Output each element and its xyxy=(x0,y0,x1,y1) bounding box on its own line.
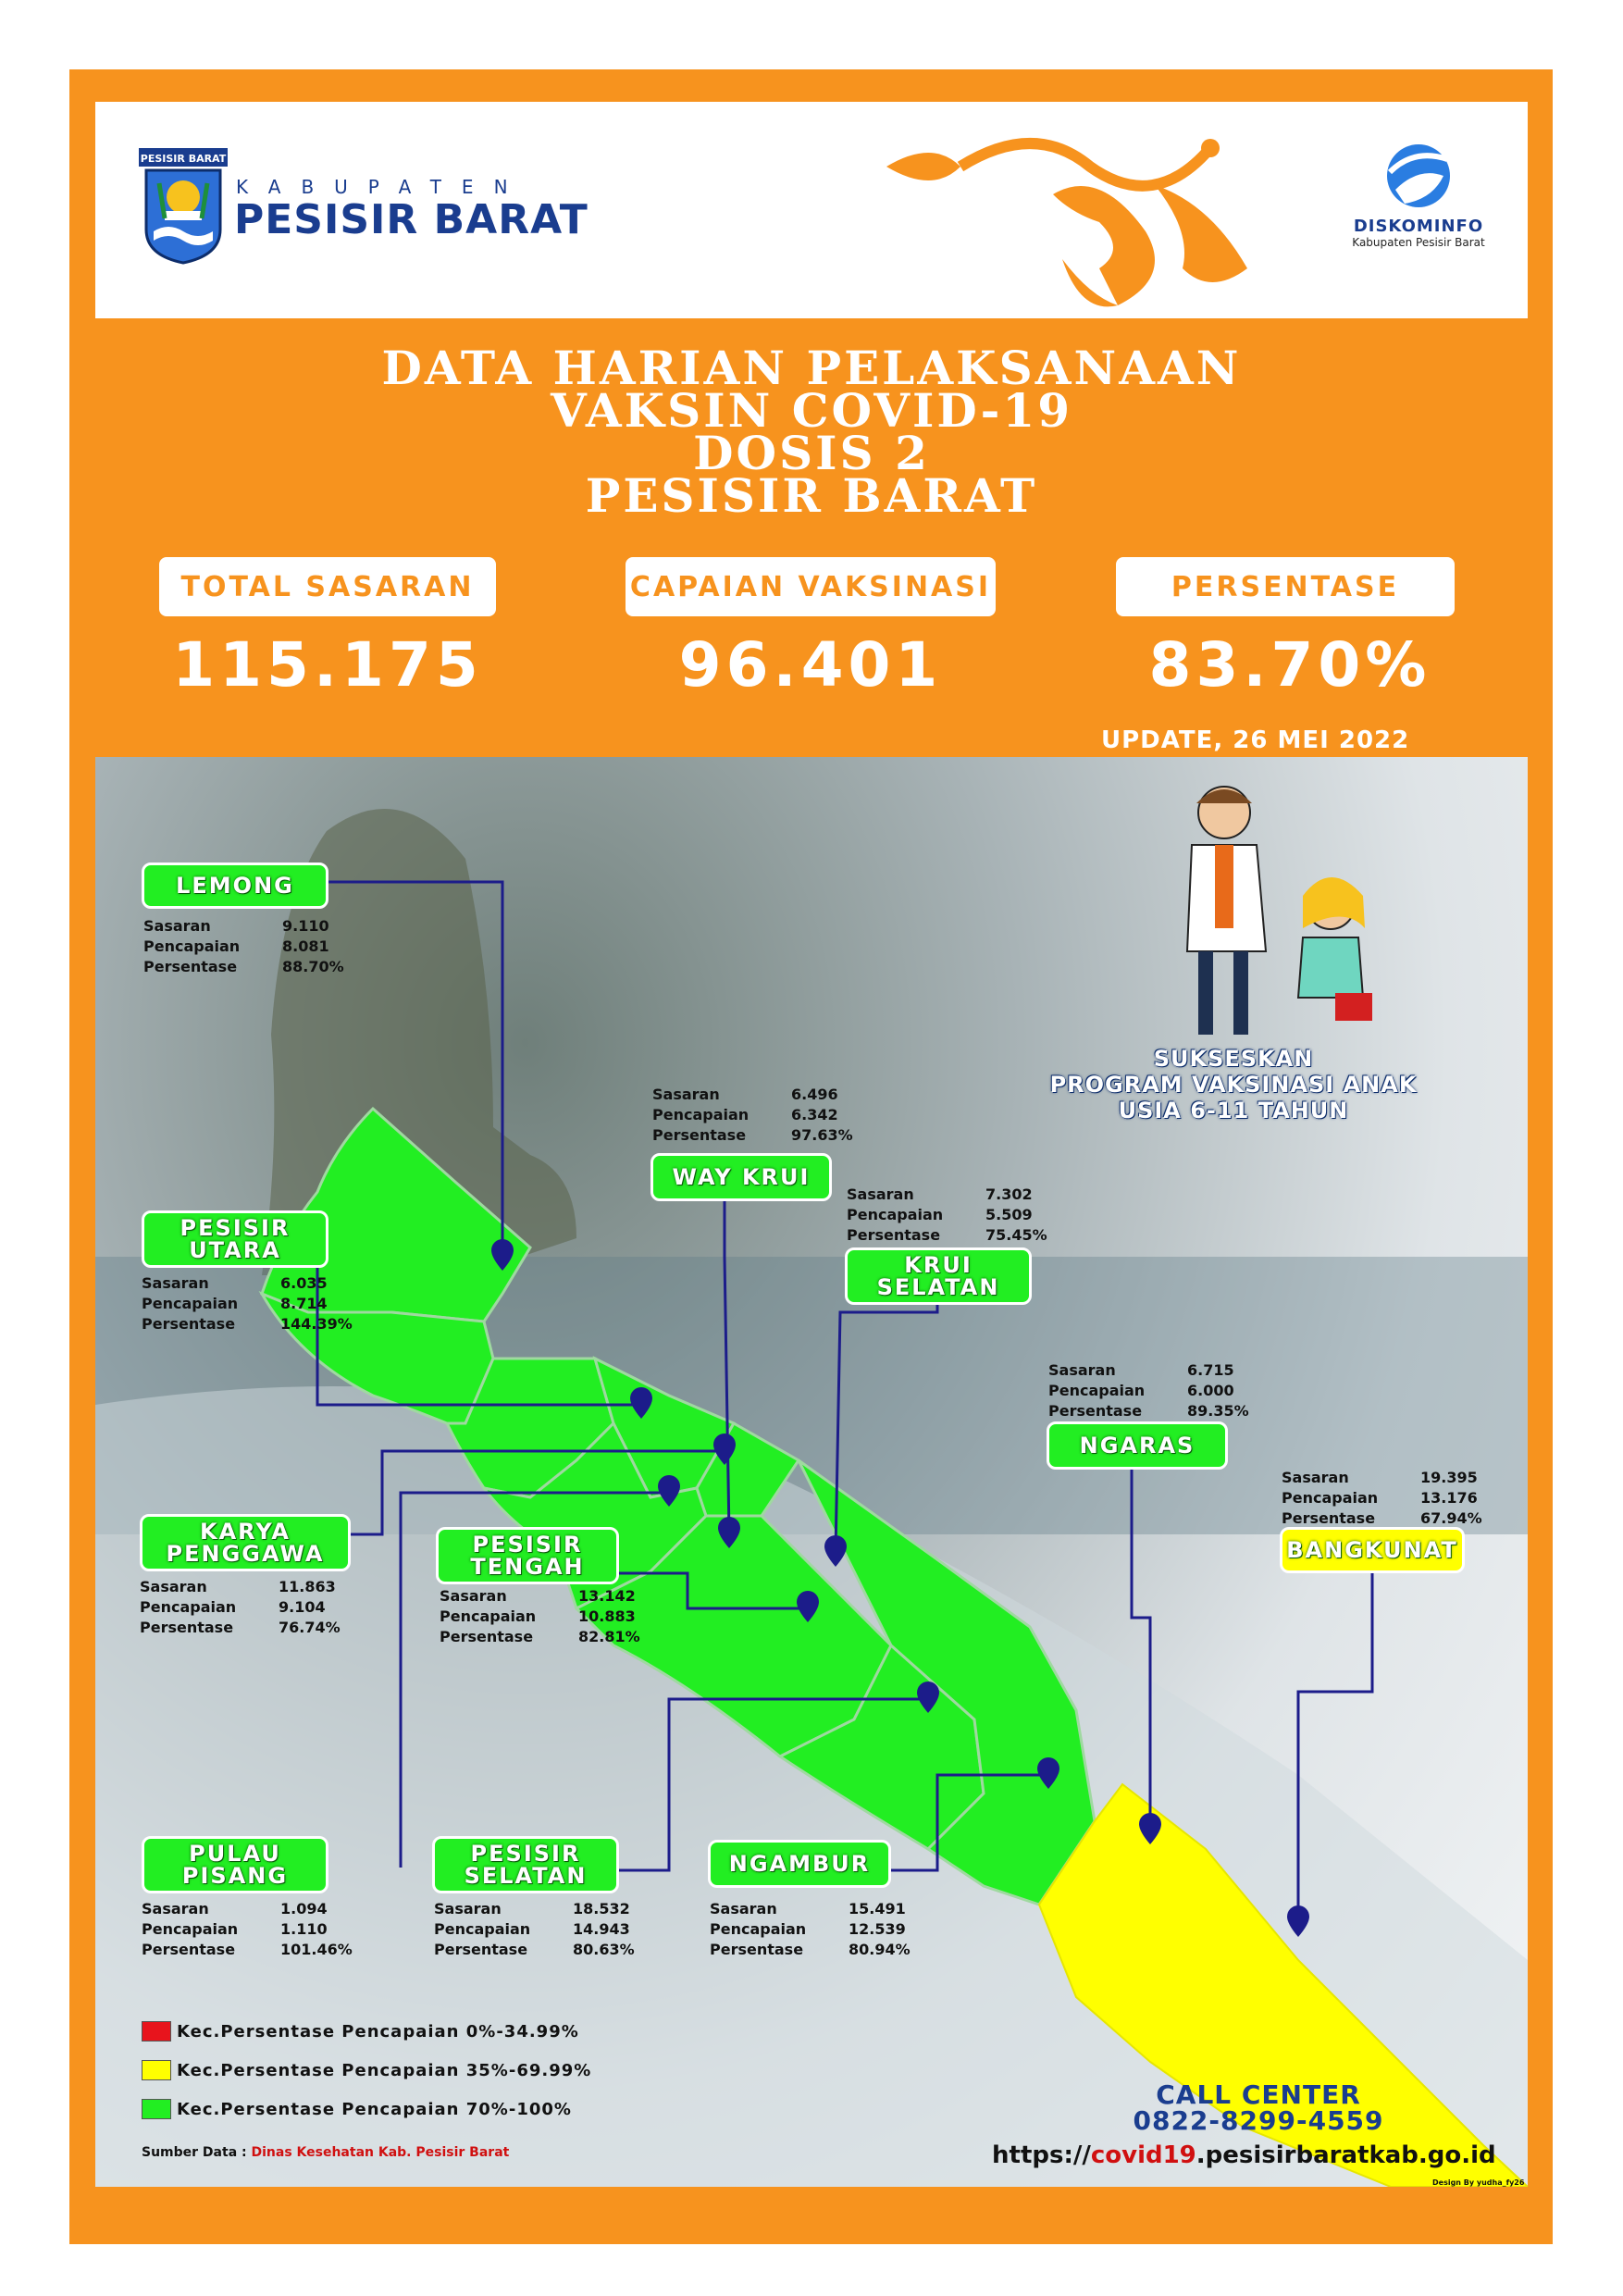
persentase-value: 75.45% xyxy=(985,1226,1047,1244)
update-date: UPDATE, 26 MEI 2022 xyxy=(1101,726,1410,754)
map-panel xyxy=(95,757,1528,2187)
district-name-line-1: PESISIR xyxy=(470,1841,581,1867)
district-name-line-1: PESISIR xyxy=(180,1215,291,1241)
source-label: Sumber Data : xyxy=(142,2145,247,2160)
title-line-1: DATA HARIAN PELAKSANAAN xyxy=(381,341,1242,395)
district-box-pulau-pisang xyxy=(142,1836,328,1893)
district-name: LEMONG xyxy=(176,873,294,899)
district-box-way-krui xyxy=(650,1153,832,1201)
title-line-4: PESISIR BARAT xyxy=(585,468,1038,523)
pencapaian-value: 5.509 xyxy=(985,1206,1033,1223)
district-box-lemong xyxy=(142,863,328,909)
sasaran-value: 6.035 xyxy=(280,1274,328,1292)
legend-label: Kec.Persentase Pencapaian 70%-100% xyxy=(177,2099,572,2119)
district-stats-pesisir-utara xyxy=(142,1273,353,1334)
stat-key: Persentase xyxy=(140,1619,234,1636)
stat-key: Sasaran xyxy=(847,1185,914,1203)
legend-swatch-green xyxy=(142,2099,171,2119)
sasaran-value: 1.094 xyxy=(280,1900,328,1917)
url-suffix: .pesisirbaratkab.go.id xyxy=(1196,2141,1496,2169)
sasaran-value: 6.496 xyxy=(791,1086,838,1103)
campaign-line-2: PROGRAM VAKSINASI ANAK xyxy=(1049,1072,1418,1098)
url-highlight: covid19 xyxy=(1090,2141,1196,2169)
district-name: WAY KRUI xyxy=(672,1164,811,1190)
decorative-ornament-icon xyxy=(877,130,1266,318)
stat-key: Pencapaian xyxy=(434,1920,531,1938)
pencapaian-value: 10.883 xyxy=(578,1607,636,1625)
district-name-line-1: KRUI xyxy=(904,1252,973,1278)
design-credit: Design By yudha_fy26 xyxy=(1432,2178,1525,2187)
stat-key: Persentase xyxy=(440,1628,534,1645)
pencapaian-value: 6.342 xyxy=(791,1106,838,1123)
persentase-value: 88.70% xyxy=(282,958,344,975)
stat-key: Pencapaian xyxy=(1048,1382,1146,1399)
call-center-number[interactable]: 0822-8299-4559 xyxy=(1133,2105,1384,2136)
stat-key: Persentase xyxy=(142,1315,236,1333)
persentase-value: 80.63% xyxy=(573,1941,635,1958)
diskominfo-sublabel: Kabupaten Pesisir Barat xyxy=(1352,236,1485,249)
data-source xyxy=(142,2145,509,2160)
stat-key: Persentase xyxy=(847,1226,941,1244)
page-title xyxy=(0,341,1623,523)
header-banner xyxy=(95,102,1528,318)
sasaran-value: 11.863 xyxy=(279,1578,336,1595)
pencapaian-value: 6.000 xyxy=(1187,1382,1234,1399)
district-box-bangkunat xyxy=(1280,1527,1465,1573)
stat-key: Pencapaian xyxy=(143,937,241,955)
title-line-2: VAKSIN COVID-19 xyxy=(550,383,1073,438)
legend-swatch-yellow xyxy=(142,2060,171,2080)
stat-key: Sasaran xyxy=(142,1900,209,1917)
sasaran-value: 9.110 xyxy=(282,917,329,935)
persentase-value: 83.70% xyxy=(1148,629,1431,701)
district-box-krui-selatan xyxy=(845,1247,1032,1305)
source-value: Dinas Kesehatan Kab. Pesisir Barat xyxy=(251,2145,510,2160)
district-name: NGAMBUR xyxy=(728,1851,871,1877)
pencapaian-value: 12.539 xyxy=(849,1920,906,1938)
district-stats-krui-selatan xyxy=(847,1185,1047,1246)
district-name: NGARAS xyxy=(1079,1433,1196,1458)
district-stats-pesisir-selatan xyxy=(434,1899,635,1960)
district-name-line-2: PENGGAWA xyxy=(166,1541,325,1567)
stat-key: Sasaran xyxy=(434,1900,502,1917)
svg-text:PESISIR BARAT: PESISIR BARAT xyxy=(140,153,227,165)
stat-key: Persentase xyxy=(143,958,238,975)
sasaran-value: 15.491 xyxy=(849,1900,906,1917)
pencapaian-value: 9.104 xyxy=(279,1598,326,1616)
pencapaian-value: 14.943 xyxy=(573,1920,630,1938)
district-name-line-2: SELATAN xyxy=(876,1274,1000,1300)
stat-key: Persentase xyxy=(652,1126,747,1144)
call-center-label: CALL CENTER xyxy=(1156,2079,1361,2110)
sasaran-value: 18.532 xyxy=(573,1900,630,1917)
persentase-value: 101.46% xyxy=(280,1941,353,1958)
persentase-value: 76.74% xyxy=(279,1619,341,1636)
district-box-pesisir-tengah xyxy=(436,1527,619,1584)
sasaran-value: 13.142 xyxy=(578,1587,636,1605)
stat-key: Sasaran xyxy=(140,1578,207,1595)
district-name-line-2: PISANG xyxy=(181,1863,289,1889)
stat-key: Sasaran xyxy=(1282,1469,1349,1486)
stat-key: Pencapaian xyxy=(1282,1489,1379,1507)
url-prefix: https:// xyxy=(992,2141,1091,2169)
stat-key: Sasaran xyxy=(143,917,211,935)
stat-key: Persentase xyxy=(1048,1402,1143,1420)
stat-key: Pencapaian xyxy=(140,1598,237,1616)
district-stats-pulau-pisang xyxy=(142,1899,353,1960)
legend-item-yellow xyxy=(142,2060,591,2080)
stat-key: Pencapaian xyxy=(710,1920,807,1938)
stat-key: Sasaran xyxy=(652,1086,720,1103)
region-title: PESISIR BARAT xyxy=(234,196,588,243)
district-box-ngambur xyxy=(708,1840,891,1888)
sasaran-value: 6.715 xyxy=(1187,1361,1234,1379)
legend-label: Kec.Persentase Pencapaian 0%-34.99% xyxy=(177,2021,579,2042)
persentase-label: PERSENTASE xyxy=(1116,557,1455,616)
diskominfo-logo xyxy=(1340,139,1497,249)
district-stats-ngaras xyxy=(1048,1360,1249,1421)
district-stats-bangkunat xyxy=(1282,1468,1482,1529)
district-name: BANGKUNAT xyxy=(1286,1537,1458,1563)
persentase-value: 67.94% xyxy=(1420,1509,1482,1527)
district-name-line-1: KARYA xyxy=(200,1519,291,1545)
district-stats-way-krui xyxy=(652,1085,853,1146)
doctor-child-illustration-icon xyxy=(1187,787,1372,1035)
district-box-pesisir-selatan xyxy=(432,1836,619,1893)
district-stats-pesisir-tengah xyxy=(440,1586,640,1647)
stat-key: Sasaran xyxy=(142,1274,209,1292)
persentase-value: 89.35% xyxy=(1187,1402,1249,1420)
district-stats-karya-penggawa xyxy=(140,1577,341,1638)
stat-key: Persentase xyxy=(142,1941,236,1958)
stat-key: Pencapaian xyxy=(142,1295,239,1312)
persentase-value: 82.81% xyxy=(578,1628,640,1645)
capaian-vaksinasi-value: 96.401 xyxy=(678,629,943,701)
persentase-value: 97.63% xyxy=(791,1126,853,1144)
legend-swatch-red xyxy=(142,2021,171,2042)
district-box-pesisir-utara xyxy=(142,1210,328,1268)
website-link[interactable] xyxy=(992,2141,1496,2169)
campaign-text xyxy=(1039,1046,1428,1123)
stat-key: Pencapaian xyxy=(142,1920,239,1938)
pesisir-barat-logo xyxy=(137,146,229,270)
kabupaten-label: KABUPATEN xyxy=(236,176,528,198)
capaian-vaksinasi-label: CAPAIAN VAKSINASI xyxy=(626,557,996,616)
total-sasaran-value: 115.175 xyxy=(172,629,483,701)
persentase-value: 144.39% xyxy=(280,1315,353,1333)
stat-key: Pencapaian xyxy=(440,1607,537,1625)
title-line-3: DOSIS 2 xyxy=(693,426,930,480)
persentase-value: 80.94% xyxy=(849,1941,911,1958)
district-box-ngaras xyxy=(1047,1421,1228,1470)
stat-key: Pencapaian xyxy=(847,1206,944,1223)
district-name-line-1: PESISIR xyxy=(472,1532,583,1558)
district-name-line-2: UTARA xyxy=(189,1237,281,1263)
total-sasaran-label: TOTAL SASARAN xyxy=(159,557,496,616)
stat-key: Sasaran xyxy=(710,1900,777,1917)
stat-key: Persentase xyxy=(710,1941,804,1958)
stat-key: Persentase xyxy=(434,1941,528,1958)
legend-item-red xyxy=(142,2021,579,2042)
sasaran-value: 7.302 xyxy=(985,1185,1033,1203)
district-name-line-1: PULAU xyxy=(189,1841,281,1867)
pencapaian-value: 13.176 xyxy=(1420,1489,1478,1507)
pencapaian-value: 8.714 xyxy=(280,1295,328,1312)
call-center xyxy=(1073,2079,1443,2136)
pencapaian-value: 8.081 xyxy=(282,937,329,955)
pencapaian-value: 1.110 xyxy=(280,1920,328,1938)
district-name-line-2: SELATAN xyxy=(464,1863,588,1889)
campaign-line-3: USIA 6-11 TAHUN xyxy=(1118,1098,1349,1123)
diskominfo-label: DISKOMINFO xyxy=(1353,217,1484,236)
stat-key: Pencapaian xyxy=(652,1106,750,1123)
stat-key: Persentase xyxy=(1282,1509,1376,1527)
diskominfo-globe-icon xyxy=(1377,139,1460,213)
district-box-karya-penggawa xyxy=(140,1514,351,1571)
campaign-line-1: SUKSESKAN xyxy=(1153,1046,1314,1072)
legend-item-green xyxy=(142,2099,572,2119)
district-stats-lemong xyxy=(143,916,344,977)
district-name-line-2: TENGAH xyxy=(470,1554,585,1580)
stat-key: Sasaran xyxy=(440,1587,507,1605)
sasaran-value: 19.395 xyxy=(1420,1469,1478,1486)
legend-label: Kec.Persentase Pencapaian 35%-69.99% xyxy=(177,2060,592,2080)
stat-key: Sasaran xyxy=(1048,1361,1116,1379)
district-stats-ngambur xyxy=(710,1899,911,1960)
